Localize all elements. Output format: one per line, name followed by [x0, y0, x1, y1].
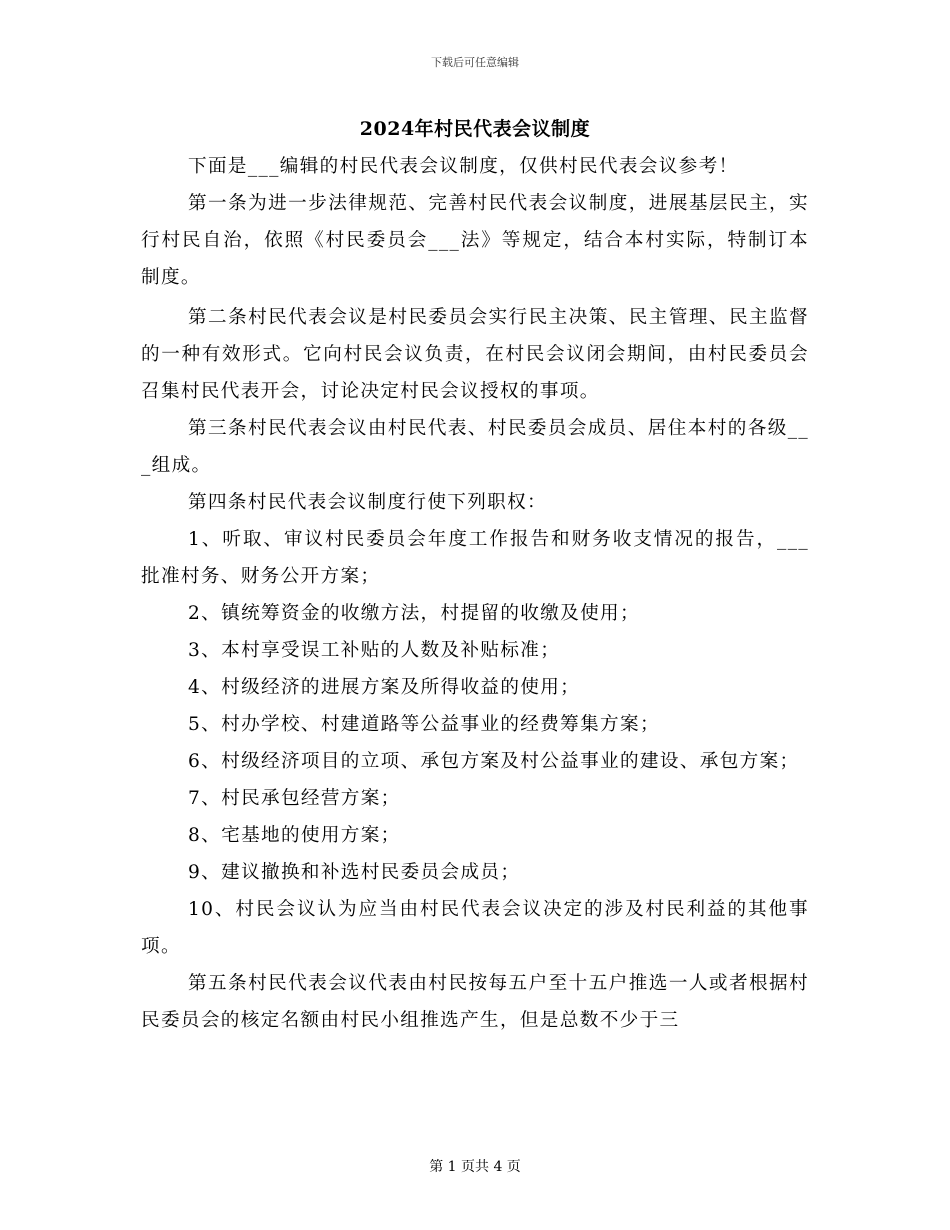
- document-body: [141, 148, 809, 1039]
- list-item-5: 5、村办学校、村建道路等公益事业的经费筹集方案；: [188, 714, 660, 735]
- list-item-10: 10、村民会议认为应当由村民代表会议决定的涉及村民利益的其他事项。: [141, 899, 809, 957]
- list-item-7: 7、村民承包经营方案；: [188, 788, 401, 809]
- list-item-4: 4、村级经济的进展方案及所得收益的使用；: [188, 677, 581, 698]
- paragraph-article-2: 第二条村民代表会议是村民委员会实行民主决策、民主管理、民主监督的一种有效形式。它向村民会议负责，在村民会议闭会期间，由村民委员会召集村民代表开会，讨论决定村民会议授权的事项。: [141, 307, 809, 402]
- paragraph-article-3: 第三条村民代表会议由村民代表、村民委员会成员、居住本村的各级___组成。: [141, 418, 809, 476]
- list-item-3: 3、本村享受误工补贴的人数及补贴标准；: [188, 640, 561, 661]
- document-title: 2024年村民代表会议制度: [359, 118, 591, 140]
- list-item-8: 8、宅基地的使用方案；: [188, 825, 401, 846]
- page-header: 下载后可任意编辑: [431, 56, 519, 69]
- list-item-2: 2、镇统筹资金的收缴方法，村提留的收缴及使用；: [188, 603, 640, 624]
- list-item-6: 6、村级经济项目的立项、承包方案及村公益事业的建设、承包方案；: [188, 751, 800, 772]
- paragraph-intro: 下面是___编辑的村民代表会议制度，仅供村民代表会议参考！: [188, 156, 739, 177]
- list-item-9: 9、建议撤换和补选村民委员会成员；: [188, 862, 521, 883]
- paragraph-article-4: 第四条村民代表会议制度行使下列职权：: [188, 492, 547, 513]
- paragraph-article-5: 第五条村民代表会议代表由村民按每五户至十五户推选一人或者根据村民委员会的核定名额由村民小组推选产生，但是总数不少于三: [141, 973, 809, 1031]
- paragraph-article-1: 第一条为进一步法律规范、完善村民代表会议制度，进展基层民主，实行村民自治，依照《村民委员会___法》等规定，结合本村实际，特制订本制度。: [141, 193, 809, 288]
- page-footer: 第 1 页共 4 页: [429, 1159, 521, 1175]
- list-item-1: 1、听取、审议村民委员会年度工作报告和财务收支情况的报告，___批准村务、财务公开方案；: [141, 529, 809, 587]
